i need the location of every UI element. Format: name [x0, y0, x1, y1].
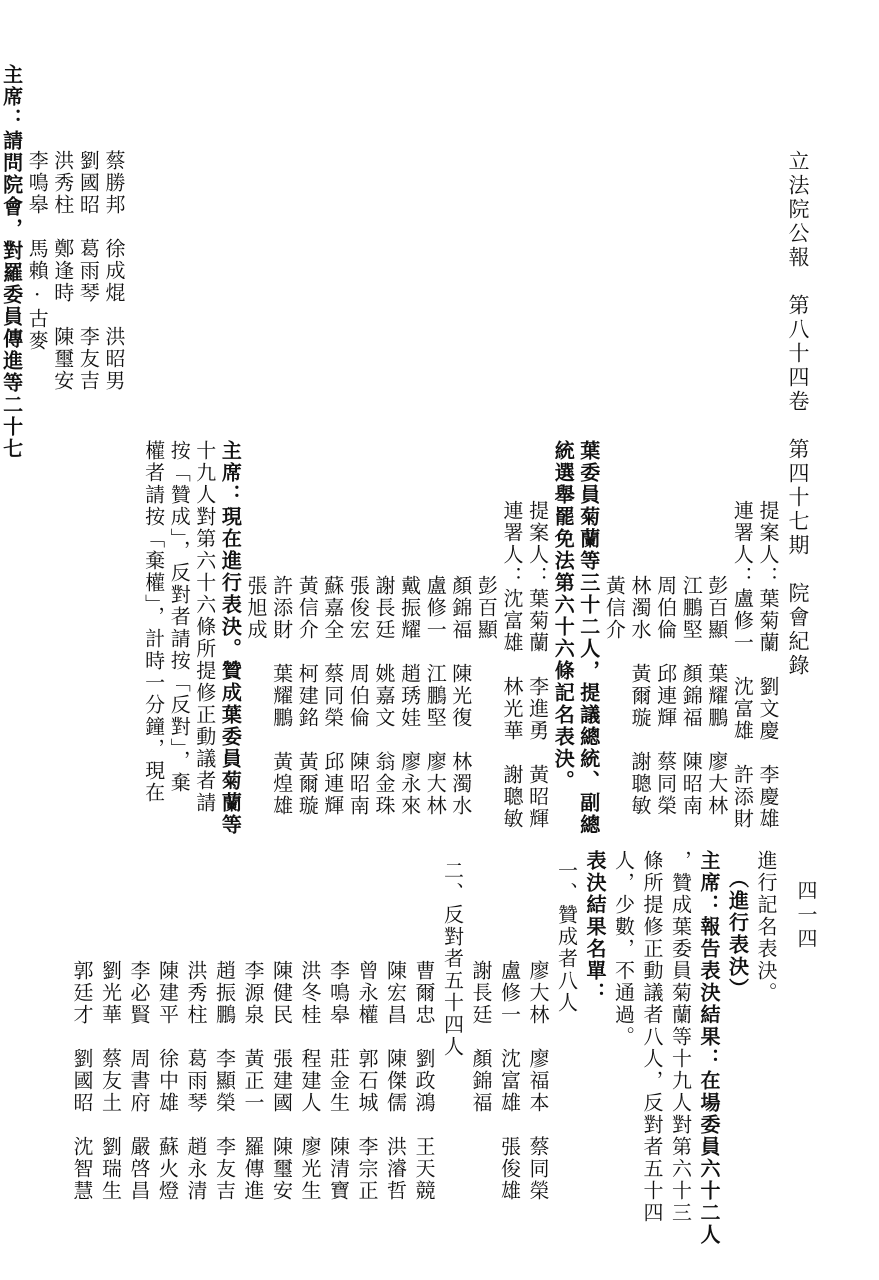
- right-col-line: 洪冬桂 程建人 廖光生: [298, 960, 322, 1202]
- middle-col-line: 黃信介 柯建銘 黃爾璇: [295, 575, 320, 817]
- right-col-line: 盧修一 沈富雄 張俊雄: [497, 960, 522, 1202]
- middle-col-line: 十九人對第六十六條所提修正動議者請: [192, 440, 217, 814]
- middle-col-line: 江鵬堅 顏錦福 陳昭南: [679, 575, 704, 817]
- right-col-line: 李鳴皋 莊金生 陳清寶: [326, 960, 351, 1202]
- middle-col-line: 許添財 葉耀鵬 黃煌雄: [269, 575, 294, 817]
- right-col-line: 廖大林 廖福本 蔡同榮: [526, 960, 550, 1202]
- right-col-line: 表決結果名單：: [583, 850, 607, 1004]
- right-col-line: 曹爾忠 劉政鴻 王天競: [412, 960, 436, 1202]
- middle-col-line: 統選舉罷免法第六十六條記名表決。: [551, 440, 576, 792]
- right-col-line: （進行表決）: [725, 868, 750, 1000]
- right-col-line: 趙振鵬 李顯榮 李友吉: [212, 960, 237, 1202]
- left-col-line: 蔡勝邦 徐成焜 洪昭男: [102, 150, 126, 392]
- middle-col-line: 主席：現在進行表決。贊成葉委員菊蘭等: [218, 440, 243, 836]
- middle-col-line: 權者請按「棄權」，計時一分鐘，現在: [141, 440, 166, 804]
- right-col-line: 一、贊成者八人: [554, 860, 579, 1014]
- middle-col-line: 彭百顯: [474, 575, 499, 641]
- middle-col-line: 按「贊成」，反對者請按「反對」，棄: [167, 440, 192, 794]
- middle-col-line: 盧修一 江鵬堅 廖大林: [423, 575, 448, 817]
- right-col-line: ，贊成葉委員菊蘭等十九人對第六十三: [668, 850, 693, 1224]
- page-number: 四一四: [794, 880, 818, 952]
- left-col-line: 李鳴皋 馬賴·古麥: [25, 150, 50, 352]
- page-title: 立法院公報 第八十四卷 第四十七期 院會紀錄: [786, 150, 810, 678]
- right-col-line: 劉光華 蔡友土 劉瑞生: [98, 960, 123, 1202]
- right-col-line: 二、反對者五十四人: [440, 860, 465, 1058]
- middle-col-line: 提案人：葉菊蘭 李進勇 黃昭輝: [525, 500, 550, 830]
- middle-col-line: 彭百顯 葉耀鵬 廖大林: [704, 575, 729, 817]
- right-col-line: 李源泉 黃正一 羅傳進: [241, 960, 265, 1202]
- right-col-line: 人，少數，不通過。: [611, 850, 636, 1048]
- middle-col-line: 提案人：葉菊蘭 劉文慶 李慶雄: [756, 500, 780, 830]
- left-col-line: 洪秀柱 鄭逢時 陳璽安: [50, 150, 75, 392]
- right-col-line: 陳健民 張建國 陳璽安: [269, 960, 294, 1202]
- right-col-line: 條所提修正動議者八人，反對者五十四: [640, 850, 664, 1224]
- right-col-line: 進行記名表決。: [754, 850, 778, 1004]
- left-col-line: 劉國昭 葛雨琴 李友吉: [76, 150, 101, 392]
- middle-col-line: 連署人：盧修一 沈富雄 許添財: [730, 500, 755, 830]
- middle-col-line: 黃信介: [602, 575, 627, 641]
- right-col-line: 陳建平 徐中雄 蘇火燈: [155, 960, 180, 1202]
- middle-col-line: 周伯倫 邱連輝 蔡同榮: [653, 575, 678, 817]
- right-col-line: 郭廷才 劉國昭 沈智慧: [70, 960, 94, 1202]
- middle-col-line: 謝長廷 姚嘉文 翁金珠: [372, 575, 396, 817]
- middle-col-line: 張旭成: [244, 575, 268, 641]
- right-col-line: 洪秀柱 葛雨琴 趙永清: [184, 960, 208, 1202]
- middle-col-line: 蘇嘉全 蔡同榮 邱連輝: [320, 575, 345, 817]
- middle-col-line: 林濁水 黃爾璇 謝聰敏: [628, 575, 652, 817]
- middle-col-line: 顏錦福 陳光復 林濁水: [448, 575, 473, 817]
- middle-col-line: 葉委員菊蘭等三十二人，提議總統、副總: [576, 440, 601, 836]
- left-col-line: 主席：請問院會，對羅委員傳進等二十七: [0, 64, 24, 460]
- middle-col-line: 連署人：沈富雄 林光華 謝聰敏: [500, 500, 524, 830]
- middle-col-line: 戴振耀 趙琇娃 廖永來: [397, 575, 422, 817]
- right-col-line: 主席：報告表決結果：在場委員六十二人: [697, 850, 721, 1246]
- right-col-line: 曾永權 郭石城 李宗正: [355, 960, 379, 1202]
- right-col-line: 陳宏昌 陳傑儒 洪濬哲: [383, 960, 408, 1202]
- right-col-line: 李必賢 周書府 嚴啓昌: [127, 960, 151, 1202]
- middle-col-line: 張俊宏 周伯倫 陳昭南: [346, 575, 371, 817]
- right-col-line: 謝長廷 顏錦福: [469, 960, 493, 1114]
